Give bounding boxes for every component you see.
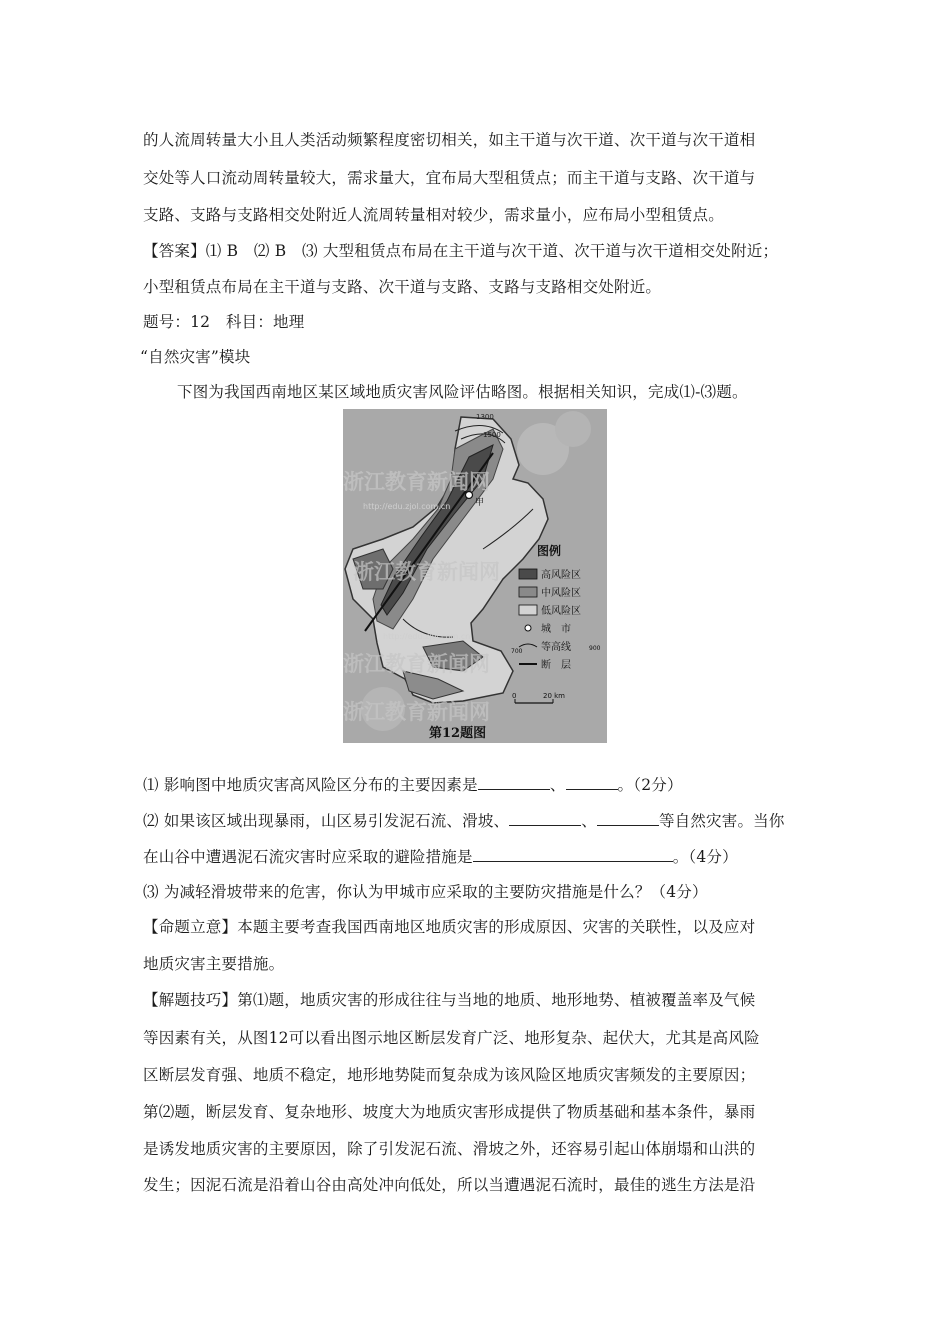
text-line: 交处等人口流动周转量较大，需求量大，宜布局大型租赁点；而主干道与支路、次干道与 bbox=[143, 169, 756, 187]
question-1-score: 。（2分） bbox=[617, 776, 683, 794]
question-2-text: ⑵ 如果该区域出现暴雨，山区易引发泥石流、滑坡、 bbox=[143, 812, 510, 830]
legend-contour-value: 900 bbox=[589, 645, 601, 652]
question-1 bbox=[143, 773, 683, 795]
answer-blank bbox=[509, 824, 581, 826]
legend-item-high: 高风险区 bbox=[541, 570, 581, 581]
question-2-text-end: 等自然灾害。当你 bbox=[658, 812, 785, 830]
watermark-url: http://edu.zjol.com.cn bbox=[383, 632, 471, 641]
question-2-cont bbox=[143, 845, 738, 867]
text-line: 第⑵题，断层发育、复杂地形、坡度大为地质灾害形成提供了物质基础和基本条件，暴雨 bbox=[143, 1103, 756, 1121]
legend-item-city: 城 市 bbox=[541, 624, 571, 635]
text-line: 【命题立意】本题主要考查我国西南地区地质灾害的形成原因、灾害的关联性，以及应对 bbox=[143, 918, 756, 936]
legend-title: 图例 bbox=[537, 544, 562, 558]
text-line: 【解题技巧】第⑴题，地质灾害的形成往往与当地的地质、地形地势、植被覆盖率及气候 bbox=[143, 991, 756, 1009]
separator: 、 bbox=[581, 812, 597, 830]
legend-contour-value: 700 bbox=[511, 648, 523, 655]
legend-item-contour: 等高线 bbox=[541, 642, 571, 653]
geology-map-figure bbox=[343, 409, 607, 743]
figure-caption: 第12题图 bbox=[429, 726, 487, 741]
question-2-cont-text: 在山谷中遭遇泥石流灾害时应采取的避险措施是 bbox=[143, 848, 473, 866]
scale-zero: 0 bbox=[512, 692, 517, 700]
answer-line: 小型租赁点布局在主干道与支路、次干道与支路、支路与支路相交处附近。 bbox=[143, 278, 662, 296]
question-meta: 题号：12 科目：地理 bbox=[143, 313, 305, 331]
text-line: 的人流周转量大小且人类活动频繁程度密切相关，如主干道与次干道、次干道与次干道相 bbox=[143, 131, 756, 149]
answer-blank bbox=[597, 824, 659, 826]
watermark-url: http://edu.zjol.com.cn bbox=[363, 502, 451, 511]
watermark-text: 浙江教育新闻网 bbox=[343, 652, 490, 676]
legend-item-low: 低风险区 bbox=[541, 606, 581, 617]
question-intro: 下图为我国西南地区某区域地质灾害风险评估略图。根据相关知识，完成⑴-⑶题。 bbox=[177, 383, 748, 401]
watermark-text: 浙江教育新闻网 bbox=[343, 470, 490, 494]
text-line: 支路、支路与支路相交处附近人流周转量相对较少，需求量小，应布局小型租赁点。 bbox=[143, 206, 724, 224]
contour-label-top: 1500 bbox=[483, 431, 501, 439]
answer-blank bbox=[478, 788, 550, 790]
text-line: 是诱发地质灾害的主要原因，除了引发泥石流、滑坡之外，还容易引起山体崩塌和山洪的 bbox=[143, 1140, 756, 1158]
watermark-text: 浙江教育新闻网 bbox=[353, 560, 500, 584]
question-2 bbox=[143, 809, 785, 831]
answer-blank bbox=[566, 788, 618, 790]
question-1-text: ⑴ 影响图中地质灾害高风险区分布的主要因素是 bbox=[143, 776, 478, 794]
separator: 、 bbox=[549, 776, 566, 794]
question-2-score: 。（4分） bbox=[672, 848, 738, 866]
watermark-text: 浙江教育新闻网 bbox=[343, 700, 490, 724]
question-3: ⑶ 为减轻滑坡带来的危害，你认为甲城市应采取的主要防灾措施是什么？（4分） bbox=[143, 883, 708, 901]
legend-item-mid: 中风险区 bbox=[541, 588, 581, 599]
answer-line: 【答案】⑴ B ⑵ B ⑶ 大型租赁点布局在主干道与次干道、次干道与次干道相交处附近； bbox=[143, 242, 779, 260]
text-line: 区断层发育强、地质不稳定，地形地势陡而复杂成为该风险区地质灾害频发的主要原因； bbox=[143, 1066, 756, 1084]
scale-label: 20 km bbox=[543, 692, 566, 700]
text-line: 地质灾害主要措施。 bbox=[143, 955, 285, 973]
legend-item-fault: 断 层 bbox=[541, 660, 571, 671]
module-title: “自然灾害”模块 bbox=[140, 348, 251, 366]
contour-label-top: 1300 bbox=[476, 413, 494, 421]
text-line: 等因素有关，从图12可以看出图示地区断层发育广泛、地形复杂、起伏大，尤其是高风险 bbox=[143, 1029, 760, 1047]
text-line: 发生；因泥石流是沿着山谷由高处冲向低处，所以当遭遇泥石流时，最佳的逃生方法是沿 bbox=[143, 1176, 756, 1194]
answer-blank bbox=[473, 860, 673, 862]
city-label: 甲 bbox=[475, 498, 485, 508]
